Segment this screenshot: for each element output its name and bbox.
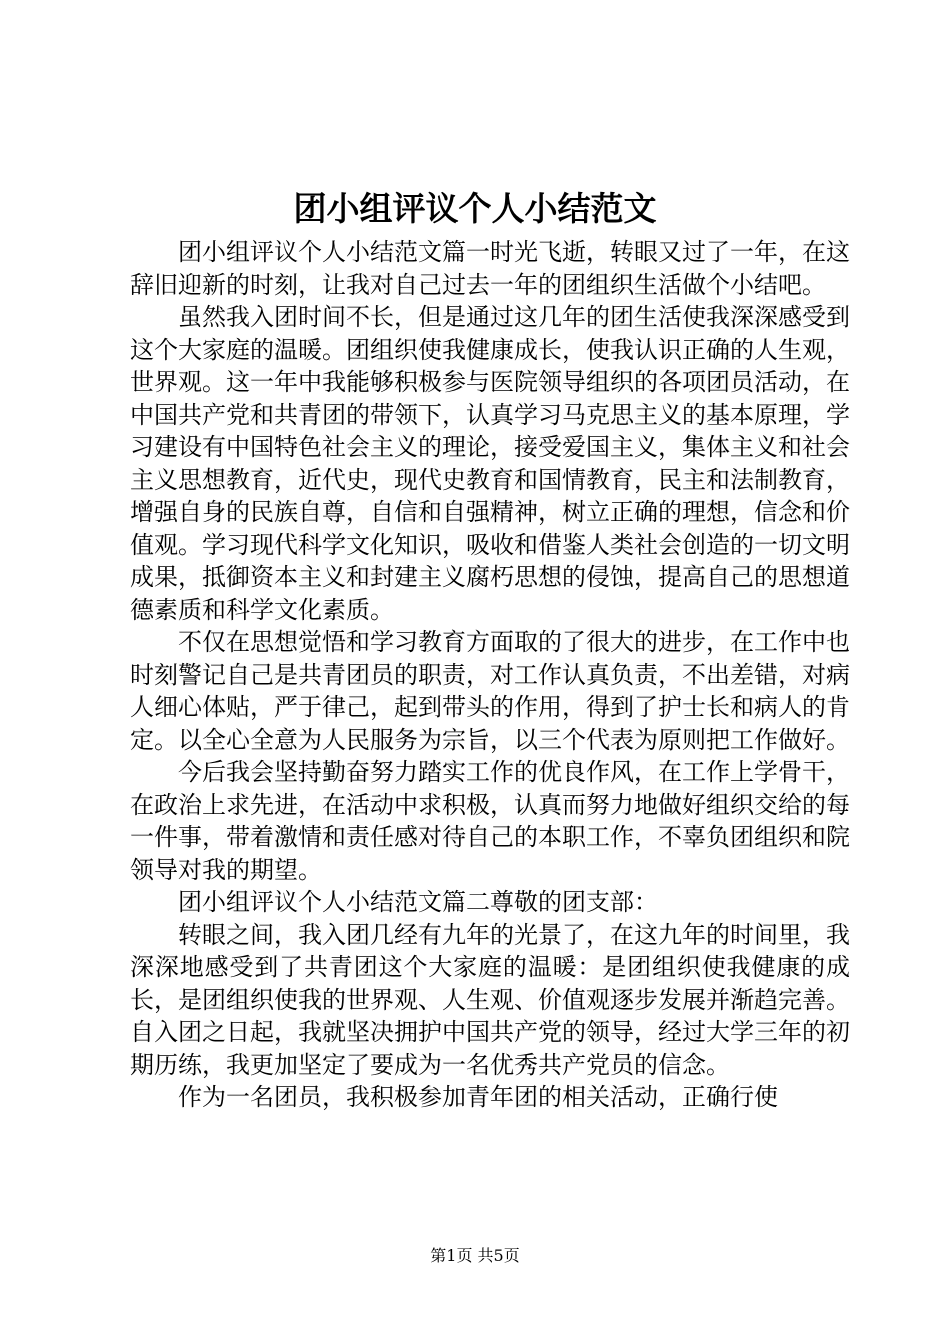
paragraph-3: 不仅在思想觉悟和学习教育方面取的了很大的进步，在工作中也时刻警记自己是共青团员的职责，对工作认真负责，不出差错，对病人细心体贴，严于律己，起到带头的作用，得到了护士长和病人的肯定。以全心全意为人民服务为宗旨，以三个代表为原则把工作做好。 [130,628,850,754]
paragraph-5: 团小组评议个人小结范文篇二尊敬的团支部： [178,888,658,916]
page-footer: 第1页 共5页 [430,1246,520,1265]
paragraph-1: 团小组评议个人小结范文篇一时光飞逝，转眼又过了一年，在这辞旧迎新的时刻，让我对自己过去一年的团组织生活做个小结吧。 [130,238,850,299]
paragraph-2: 虽然我入团时间不长，但是通过这几年的团生活使我深深感受到这个大家庭的温暖。团组织使我健康成长，使我认识正确的人生观，世界观。这一年中我能够积极参与医院领导组织的各项团员活动，在中国共产党和共青团的带领下，认真学习马克思主义的基本原理，学习建设有中国特色社会主义的理论，接受爱国主义，集体主义和社会主义思想教育，近代史，现代史教育和国情教育，民主和法制教育，增强自身的民族自尊，自信和自强精神，树立正确的理想，信念和价值观。学习现代科学文化知识，吸收和借鉴人类社会创造的一切文明成果，抵御资本主义和封建主义腐朽思想的侵蚀，提高自己的思想道德素质和科学文化素质。 [130,303,850,624]
document-body [130,236,850,1114]
paragraph-6: 转眼之间，我入团几经有九年的光景了，在这九年的时间里，我深深地感受到了共青团这个大家庭的温暖：是团组织使我健康的成长，是团组织使我的世界观、人生观、价值观逐步发展并渐趋完善。自入团之日起，我就坚决拥护中国共产党的领导，经过大学三年的初期历练，我更加坚定了要成为一名优秀共产党员的信念。 [130,920,850,1079]
paragraph-4: 今后我会坚持勤奋努力踏实工作的优良作风，在工作上学骨干，在政治上求先进，在活动中求积极，认真而努力地做好组织交给的每一件事，带着激情和责任感对待自己的本职工作，不辜负团组织和院领导对我的期望。 [130,758,850,884]
paragraph-7: 作为一名团员，我积极参加青年团的相关活动，正确行使 [178,1083,778,1111]
document-title: 团小组评议个人小结范文 [293,189,657,228]
